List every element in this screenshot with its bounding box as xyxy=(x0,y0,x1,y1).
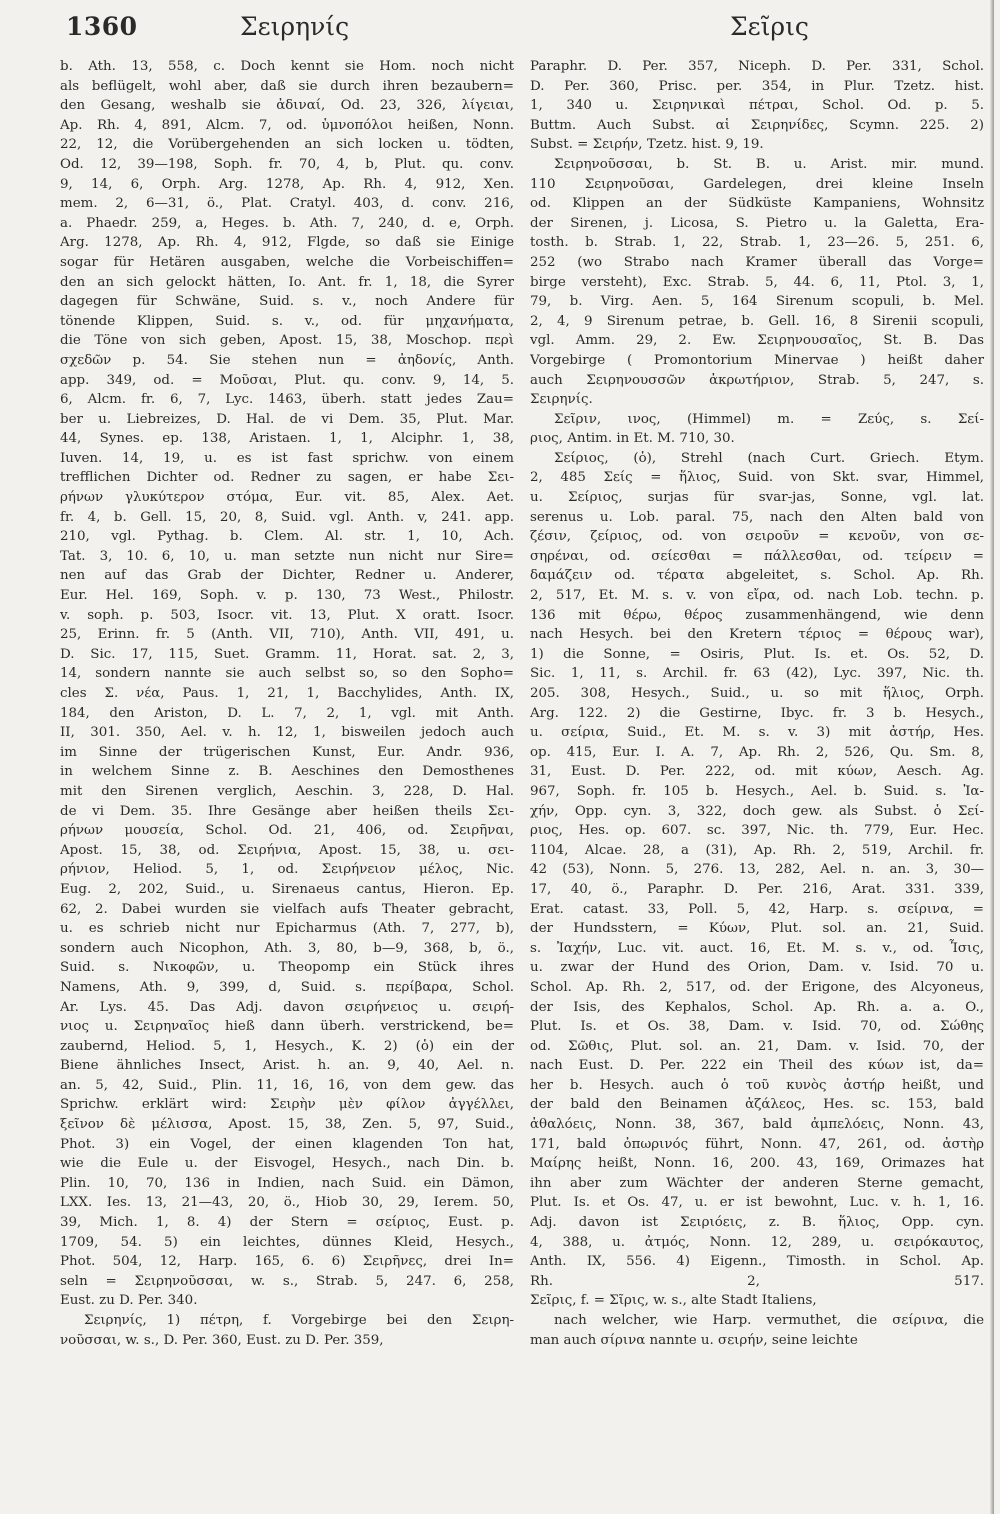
text-line: Σεῖρις, f. = Σῖρις, w. s., alte Stadt Italiens, xyxy=(530,1293,817,1309)
text-line: ἀθαλόεις, Nonn. 38, 367, bald ἀμπελόεις, Nonn. 43, xyxy=(530,1117,984,1133)
text-line: 62, 2. Dabei wurden sie vielfach aufs Theater gebracht, xyxy=(60,901,514,917)
text-line: 1709, 54. 5) ein leichtes, dünnes Kleid, Hesych., xyxy=(60,1234,514,1250)
text-line: Apost. 15, 38, od. Σειρήνια, Apost. 15, 38, u. σει- xyxy=(60,842,514,858)
text-line: Paraphr. D. Per. 357, Niceph. D. Per. 331, Schol. xyxy=(530,59,984,74)
text-line: 2, 485 Σείς = ἥλιος, Suid. von Skt. svar, Himmel, xyxy=(530,470,984,486)
text-line: D. Per. 360, Prisc. per. 354, in Plur. Tzetz. hist. xyxy=(530,78,984,94)
text-line: nen auf das Grab der Dichter, Redner u. Anderer, xyxy=(60,568,514,584)
text-line: Eust. zu D. Per. 340. xyxy=(60,1293,198,1309)
text-line: fr. 4, b. Gell. 15, 20, 8, Suid. vgl. Anth. v, 241. app. xyxy=(60,509,514,525)
text-line: 171, bald ὀπωρινός führt, Nonn. 47, 261, od. ἀστὴρ xyxy=(530,1136,984,1152)
text-line: ihn aber zum Wächter der anderen Sterne gemacht, xyxy=(530,1175,984,1191)
entry-headword-line: Σειρηνοῦσσαι, b. St. B. u. Arist. mir. mund. xyxy=(554,156,984,172)
text-line: u. zwar der Hund des Orion, Dam. v. Isid. 70 u. xyxy=(530,960,984,976)
text-line: Arg. 122. 2) die Gestirne, Ibyc. fr. 3 b. Hesych., xyxy=(530,705,984,721)
text-line: app. 349, od. = Μοῦσαι, Plut. qu. conv. 9, 14, 5. xyxy=(60,372,514,388)
text-line: 14, sondern nannte sie auch selbst so, so den Sopho= xyxy=(60,666,514,682)
text-line: Adj. davon ist Σειριόεις, z. B. ἥλιος, Opp. cyn. xyxy=(530,1215,984,1231)
text-line: 31, Eust. D. Per. 222, od. mit κύων, Aesch. Ag. xyxy=(530,764,984,780)
text-line: ρήνων μουσεία, Schol. Od. 21, 406, od. Σειρῆναι, xyxy=(60,823,514,839)
text-line: u. σείρια, Suid., Et. M. s. v. 3) mit ἀστήρ, Hes. xyxy=(530,725,984,741)
text-line: ber u. Liebreizes, D. Hal. de vi Dem. 35, Plut. Mar. xyxy=(60,411,514,427)
text-line: mem. 2, 6—31, ö., Plat. Cratyl. 403, d. conv. 216, xyxy=(60,196,514,212)
text-line: vgl. Amm. 29, 2. Ew. Σειρηνουσαῖος, St. B. Das xyxy=(530,333,984,349)
text-line: 1) die Sonne, = Osiris, Plut. Is. et. Os. 52, D. xyxy=(530,646,984,662)
text-line: sogar für Hetären ausgaben, welche die Vorbeischiffen= xyxy=(60,254,514,270)
text-line: ξεῖνον δὲ μέλισσα, Apost. 15, 38, Zen. 5, 97, Suid., xyxy=(60,1117,514,1133)
text-line: ριος, Hes. op. 607. sc. 397, Nic. th. 779, Eur. Hec. xyxy=(530,823,984,839)
text-line: 136 mit θέρω, θέρος zusammenhängend, wie denn xyxy=(530,607,984,623)
text-line: Iuven. 14, 19, u. es ist fast sprichw. von einem xyxy=(60,450,514,466)
text-line: nach Eust. D. Per. 222 ein Theil des κύων ist, da= xyxy=(530,1058,984,1074)
text-line: νοῦσσαι, w. s., D. Per. 360, Eust. zu D. Per. 359, xyxy=(60,1332,384,1348)
entry-headword-line: nach welcher, wie Harp. vermuthet, die σείρινα, die xyxy=(554,1313,984,1328)
text-line: 9, 14, 6, Orph. Arg. 1278, Ap. Rh. 4, 912, Xen. xyxy=(60,176,514,192)
text-line: sondern auch Nicophon, Ath. 3, 80, b—9, 368, b, ö., xyxy=(60,940,514,956)
text-line: Sic. 1, 11, s. Archil. fr. 63 (42), Lyc. 397, Nic. th. xyxy=(530,666,984,682)
text-line: Subst. = Σειρήν, Tzetz. hist. 9, 19. xyxy=(530,137,764,153)
text-line: 22, 12, die Vorübergehenden an sich locken u. tödten, xyxy=(60,137,514,153)
text-line: νιος u. Σειρηναῖος hieß dann überh. verstrickend, be= xyxy=(60,1019,514,1035)
running-head xyxy=(0,10,1000,44)
text-line: tönende Klippen, Suid. s. v., od. für μηχανήματα, xyxy=(60,313,514,329)
text-line: Schol. Ap. Rh. 2, 517, od. der Erigone, des Alcyoneus, xyxy=(530,979,984,995)
text-line: 967, Soph. fr. 105 b. Hesych., Ael. b. Suid. s. Ἰα- xyxy=(530,783,984,799)
left-column xyxy=(60,57,514,1350)
text-line: nach Hesych. bei den Kretern τέριος = θέρους war), xyxy=(530,627,984,643)
text-line: 210, vgl. Pythag. b. Clem. Al. str. 1, 10, Ach. xyxy=(60,529,514,545)
text-line: auch Σειρηνουσσῶν ἀκρωτήριον, Strab. 5, 247, s. xyxy=(530,372,984,388)
text-line: 17, 40, ö., Paraphr. D. Per. 216, Arat. 331. 339, xyxy=(530,881,984,897)
text-line: Plut. Is. et Os. 47, u. er ist bewohnt, Luc. v. h. 1, 16. xyxy=(530,1195,984,1211)
text-line: Erat. catast. 33, Poll. 5, 42, Harp. s. σείρινα, = xyxy=(530,901,984,917)
text-line: s. Ἰαχήν, Luc. vit. auct. 16, Et. M. s. v., od. Ἶσις, xyxy=(530,940,984,956)
text-line: u. es schrieb nicht nur Epicharmus (Ath. 7, 277, b), xyxy=(60,921,514,937)
text-line: 44, Synes. ep. 138, Aristaen. 1, 1, Alciphr. 1, 38, xyxy=(60,431,514,447)
text-line: δαμάζειν od. τέρατα abgeleitet, s. Schol. Ap. Rh. xyxy=(530,568,984,584)
text-line: Rh. 2, 517. xyxy=(530,1273,984,1289)
text-line: Suid. s. Νικοφῶν, u. Theopomp ein Stück ihres xyxy=(60,960,514,976)
text-line: 6, Alcm. fr. 6, 7, Lyc. 1463, überh. statt jedes Zau= xyxy=(60,392,514,408)
text-line: Eug. 2, 202, Suid., u. Sirenaeus cantus, Hieron. Ep. xyxy=(60,881,514,897)
text-line: Anth. IX, 556. 4) Eigenn., Timosth. in Schol. Ap. xyxy=(530,1254,984,1270)
text-line: a. Phaedr. 259, a, Heges. b. Ath. 7, 240, d. e, Orph. xyxy=(60,215,514,231)
text-line: in welchem Sinne z. B. Aeschines den Demosthenes xyxy=(60,764,514,780)
text-line: ρήνων γλυκύτερον στόμα, Eur. vit. 85, Alex. Aet. xyxy=(60,490,514,506)
text-line: im Sinne der trügerischen Kunst, Eur. Andr. 936, xyxy=(60,744,514,760)
entry-headword-line: Σεῖριν, ινος, (Himmel) m. = Ζεύς, s. Σεί- xyxy=(554,411,984,427)
text-line: Namens, Ath. 9, 399, d, Suid. s. περίβαρα, Schol. xyxy=(60,979,514,995)
text-line: der Hundsstern, = Κύων, Plut. sol. an. 21, Suid. xyxy=(530,921,984,937)
text-line: 2, 517, Et. M. s. v. von εἴρα, od. nach Lob. techn. p. xyxy=(530,588,984,604)
text-line: od. Σῶθις, Plut. sol. an. 21, Dam. v. Isid. 70, der xyxy=(530,1038,984,1054)
text-line: v. soph. p. 503, Isocr. vit. 13, Plut. X oratt. Isocr. xyxy=(60,607,514,623)
text-line: der bald den Beinamen ἀζάλεος, Hes. sc. 153, bald xyxy=(530,1097,984,1113)
text-line: tosth. b. Strab. 1, 22, Strab. 1, 23—26. 5, 251. 6, xyxy=(530,235,984,251)
text-line: die Töne von sich geben, Apost. 15, 38, Moschop. περὶ xyxy=(60,333,514,349)
text-line: 25, Erinn. fr. 5 (Anth. VII, 710), Anth. VII, 491, u. xyxy=(60,627,514,643)
text-line: zaubernd, Heliod. 5, 1, Hesych., K. 2) (ὁ) ein der xyxy=(60,1038,514,1054)
text-line: wie die Eule u. der Eisvogel, Hesych., nach Din. b. xyxy=(60,1156,514,1172)
text-line: de vi Dem. 35. Ihre Gesänge aber heißen theils Σει- xyxy=(60,803,514,819)
text-line: 252 (wo Strabo nach Kramer überall das Vorge= xyxy=(530,254,984,270)
text-line: Phot. 504, 12, Harp. 165, 6. 6) Σειρῆνες, drei In= xyxy=(60,1254,514,1270)
text-line: 110 Σειρηνοῦσαι, Gardelegen, drei kleine Inseln xyxy=(530,176,984,192)
text-line: 79, b. Virg. Aen. 5, 164 Sirenum scopuli, b. Mel. xyxy=(530,294,984,310)
text-line: serenus u. Lob. paral. 75, nach den Alten bald von xyxy=(530,509,984,525)
text-line: σχεδῶν p. 54. Sie stehen nun = ἀηδονίς, Anth. xyxy=(60,352,514,368)
text-line: der Sirenen, j. Licosa, S. Pietro u. la Galetta, Era- xyxy=(530,215,984,231)
text-line: als beflügelt, wohl aber, daß sie durch ihren bezaubern= xyxy=(60,78,514,94)
entry-headword-line: Σείριος, (ὁ), Strehl (nach Curt. Griech. Etym. xyxy=(554,450,984,466)
page-number: 1360 xyxy=(66,12,138,41)
text-line: Μαίρης heißt, Nonn. 16, 200. 43, 169, Orimazes hat xyxy=(530,1156,984,1172)
text-line: Vorgebirge ( Promontorium Minervae ) heißt daher xyxy=(530,352,984,368)
text-line: her b. Hesych. auch ὁ τοῦ κυνὸς ἀστήρ heißt, und xyxy=(530,1077,984,1093)
text-line: Ar. Lys. 45. Das Adj. davon σειρήνειος u. σειρή- xyxy=(60,999,514,1015)
text-line: ριος, Antim. in Et. M. 710, 30. xyxy=(530,431,735,447)
text-line: Arg. 1278, Ap. Rh. 4, 912, Flgde, so daß sie Einige xyxy=(60,235,514,251)
text-line: op. 415, Eur. I. A. 7, Ap. Rh. 2, 526, Qu. Sm. 8, xyxy=(530,744,984,760)
text-line: der Isis, des Kephalos, Schol. Ap. Rh. a. a. O., xyxy=(530,999,984,1015)
text-line: ρήνιον, Heliod. 5, 1, od. Σειρήνειον μέλος, Nic. xyxy=(60,862,514,878)
text-line: Tat. 3, 10. 6, 10, u. man setzte nun nicht nur Sire= xyxy=(60,548,514,564)
text-line: II, 301. 350, Ael. v. h. 12, 1, bisweilen jedoch auch xyxy=(60,725,514,741)
text-line: b. Ath. 13, 558, c. Doch kennt sie Hom. noch nicht xyxy=(60,59,514,74)
text-line: den an sich gelockt hätten, Io. Ant. fr. 1, 18, die Syrer xyxy=(60,274,514,290)
text-line: D. Sic. 17, 115, Suet. Gramm. 11, Horat. sat. 2, 3, xyxy=(60,646,514,662)
text-line: an. 5, 42, Suid., Plin. 11, 16, 16, von dem gew. das xyxy=(60,1077,514,1093)
text-line: mit den Sirenen verglich, Aeschin. 3, 228, D. Hal. xyxy=(60,783,514,799)
left-running-headword: Σειρηνίς xyxy=(240,12,350,41)
right-column xyxy=(530,57,984,1350)
text-line: LXX. Ies. 13, 21—43, 20, ö., Hiob 30, 29, Ierem. 50, xyxy=(60,1195,514,1211)
text-line: man auch σίρινα nannte u. σειρήν, seine leichte xyxy=(530,1332,858,1348)
text-line: Σειρηνίς. xyxy=(530,392,593,408)
text-line: birge versteht), Exc. Strab. 5, 44. 6, 11, Ptol. 3, 1, xyxy=(530,274,984,290)
text-line: Od. 12, 39—198, Soph. fr. 70, 4, b, Plut. qu. conv. xyxy=(60,156,514,172)
text-line: 42 (53), Nonn. 5, 276. 13, 282, Ael. n. an. 3, 30— xyxy=(530,862,984,878)
text-line: 4, 388, u. ἀτμός, Nonn. 12, 289, u. σειρόκαυτος, xyxy=(530,1234,984,1250)
text-line: Phot. 3) ein Vogel, der einen klagenden Ton hat, xyxy=(60,1136,514,1152)
text-line: 2, 4, 9 Sirenum petrae, b. Gell. 16, 8 Sirenii scopuli, xyxy=(530,313,984,329)
text-line: den Gesang, weshalb sie ἀδιναί, Od. 23, 326, λίγειαι, xyxy=(60,98,514,114)
text-line: 184, den Ariston, D. L. 7, 2, 1, vgl. mit Anth. xyxy=(60,705,514,721)
text-line: Buttm. Auch Subst. αἱ Σειρηνίδες, Scymn. 225. 2) xyxy=(530,117,984,133)
page-edge-shadow xyxy=(990,0,994,1514)
text-line: Plut. Is. et Os. 38, Dam. v. Isid. 70, od. Σώθης xyxy=(530,1019,984,1035)
text-line: u. Σείριος, surjas für svar-jas, Sonne, vgl. lat. xyxy=(530,490,984,506)
text-line: dagegen für Schwäne, Suid. s. v., noch Andere für xyxy=(60,294,514,310)
text-line: cles Σ. νέα, Paus. 1, 21, 1, Bacchylides, Anth. IX, xyxy=(60,686,514,701)
text-line: ζέσιν, ζείριος, od. von σειροῦν = κενοῦν, von σε- xyxy=(530,529,984,545)
text-line: 1, 340 u. Σειρηνικαὶ πέτραι, Schol. Od. p. 5. xyxy=(530,98,984,114)
text-line: trefflichen Dichter od. Redner zu sagen, er habe Σει- xyxy=(60,470,514,486)
text-line: od. Klippen an der Südküste Kampaniens, Wohnsitz xyxy=(530,196,984,212)
text-line: 205. 308, Hesych., Suid., u. so mit ἥλιος, Orph. xyxy=(530,686,984,701)
right-running-headword: Σεῖρις xyxy=(730,12,809,41)
text-line: χήν, Opp. cyn. 3, 322, doch gew. als Subst. ὁ Σεί- xyxy=(530,803,984,819)
text-line: Plin. 10, 70, 136 in Indien, nach Suid. ein Dämon, xyxy=(60,1175,514,1191)
text-line: Ap. Rh. 4, 891, Alcm. 7, od. ὑμνοπόλοι heißen, Nonn. xyxy=(60,117,514,133)
text-line: Sprichw. erklärt wird: Σειρὴν μὲν φίλον ἀγγέλλει, xyxy=(60,1097,514,1113)
text-line: 1104, Alcae. 28, a (31), Ap. Rh. 2, 519, Archil. fr. xyxy=(530,842,984,858)
text-line: Biene ähnliches Insect, Arist. h. an. 9, 40, Ael. n. xyxy=(60,1058,514,1074)
entry-headword-line: Σειρηνίς, 1) πέτρη, f. Vorgebirge bei den Σειρη- xyxy=(84,1313,514,1328)
text-line: seln = Σειρηνοῦσσαι, w. s., Strab. 5, 247. 6, 258, xyxy=(60,1273,514,1289)
text-line: 39, Mich. 1, 8. 4) der Stern = σείριος, Eust. p. xyxy=(60,1215,514,1231)
text-line: σηρέναι, od. σείεσθαι = πάλλεσθαι, od. τείρειν = xyxy=(530,548,984,564)
text-line: Eur. Hel. 169, Soph. v. p. 130, 73 West., Philostr. xyxy=(60,588,514,604)
